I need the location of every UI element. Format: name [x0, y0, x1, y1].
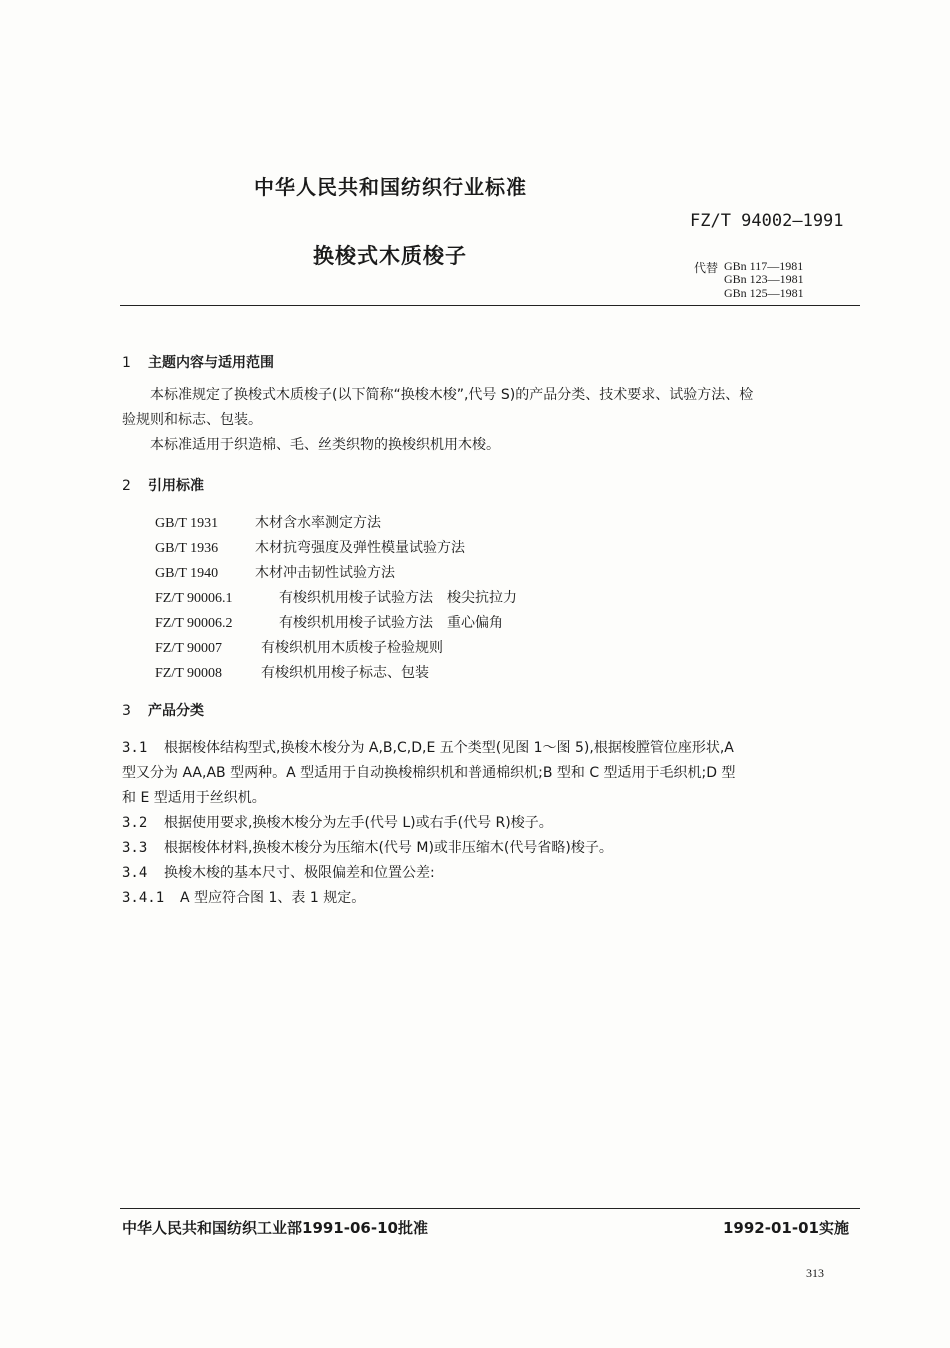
paragraph: 本标准规定了换梭式木质梭子(以下简称“换梭木梭”,代号 S)的产品分类、技术要求、试验方法、检 — [150, 387, 754, 403]
reference-name: 有梭织机用梭子标志、包装 — [261, 665, 429, 681]
paragraph: 验规则和标志、包装。 — [122, 412, 262, 428]
clause-3-3 — [122, 837, 613, 857]
clause-3-1 — [122, 737, 734, 757]
clause-number: 3.4 — [122, 865, 148, 881]
section-title: 引用标准 — [148, 478, 204, 494]
clause-text: 换梭木梭的基本尺寸、极限偏差和位置公差: — [164, 865, 435, 881]
section-number: 1 — [122, 355, 131, 371]
reference-name: 有梭织机用梭子试验方法 梭尖抗拉力 — [279, 590, 517, 606]
clause-number: 3.4.1 — [122, 890, 165, 906]
replaces-item: GBn 117—1981 — [724, 259, 804, 273]
reference-name: 木材抗弯强度及弹性模量试验方法 — [255, 540, 465, 556]
reference-item — [155, 587, 517, 607]
clause-number: 3.2 — [122, 815, 148, 831]
clause-text: 根据梭体材料,换梭木梭分为压缩木(代号 M)或非压缩木(代号省略)梭子。 — [164, 840, 613, 856]
issuer-line: 中华人民共和国纺织工业部1991-06-10批准 — [122, 1219, 428, 1237]
reference-code: FZ/T 90008 — [155, 666, 223, 681]
reference-code: GB/T 1936 — [155, 541, 219, 556]
page-number: 313 — [806, 1266, 824, 1280]
replaces-label: 代替 — [694, 261, 719, 275]
reference-item — [155, 562, 395, 582]
reference-code: GB/T 1931 — [155, 516, 219, 531]
header-rule — [120, 305, 860, 306]
section-2-heading — [122, 475, 204, 495]
reference-code: GB/T 1940 — [155, 566, 219, 581]
replaces-item: GBn 125—1981 — [724, 286, 804, 300]
section-title: 主题内容与适用范围 — [148, 355, 274, 371]
section-number: 2 — [122, 478, 131, 494]
clause-3-4-1 — [122, 887, 365, 907]
reference-name: 木材冲击韧性试验方法 — [255, 565, 395, 581]
reference-item — [155, 637, 443, 657]
effective-date: 1992-01-01实施 — [723, 1219, 849, 1237]
reference-code: FZ/T 90006.2 — [155, 616, 233, 631]
clause-3-2 — [122, 812, 553, 832]
clause-text: A 型应符合图 1、表 1 规定。 — [180, 890, 366, 906]
reference-name: 有梭织机用梭子试验方法 重心偏角 — [279, 615, 503, 631]
reference-item — [155, 512, 381, 532]
footer-rule — [120, 1208, 860, 1209]
clause-text-line: 和 E 型适用于丝织机。 — [122, 790, 266, 806]
clause-text: 根据梭体结构型式,换梭木梭分为 A,B,C,D,E 五个类型(见图 1～图 5),根据梭膛管位座形状,A — [164, 740, 734, 756]
reference-name: 木材含水率测定方法 — [255, 515, 381, 531]
section-3-heading — [122, 700, 204, 720]
section-number: 3 — [122, 703, 131, 719]
doc-title: 换梭式木质梭子 — [313, 244, 467, 268]
paragraph: 本标准适用于织造棉、毛、丝类织物的换梭织机用木梭。 — [150, 437, 500, 453]
clause-text-line: 型又分为 AA,AB 型两种。A 型适用于自动换梭棉织机和普通棉织机;B 型和 C 型适用于毛织机;D 型 — [122, 765, 736, 781]
replaces-item: GBn 123—1981 — [724, 272, 804, 286]
clause-text: 根据使用要求,换梭木梭分为左手(代号 L)或右手(代号 R)梭子。 — [164, 815, 553, 831]
reference-code: FZ/T 90007 — [155, 641, 223, 656]
clause-3-4 — [122, 862, 435, 882]
reference-name: 有梭织机用木质梭子检验规则 — [261, 640, 443, 656]
clause-number: 3.1 — [122, 740, 148, 756]
reference-code: FZ/T 90006.1 — [155, 591, 233, 606]
doc-code: FZ/T 94002—1991 — [690, 211, 844, 231]
clause-number: 3.3 — [122, 840, 148, 856]
reference-item — [155, 662, 429, 682]
reference-item — [155, 612, 503, 632]
section-1-heading — [122, 352, 274, 372]
standard-title: 中华人民共和国纺织行业标准 — [254, 175, 527, 199]
reference-item — [155, 537, 465, 557]
section-title: 产品分类 — [148, 703, 204, 719]
